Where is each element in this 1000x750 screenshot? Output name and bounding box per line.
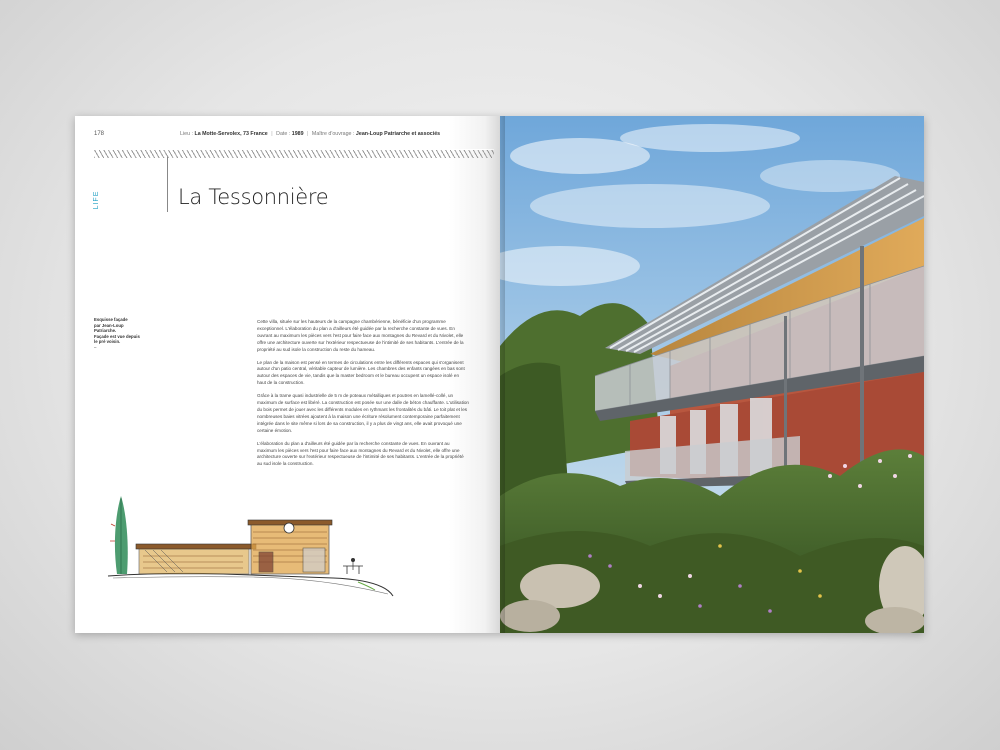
meta-separator: | — [307, 131, 309, 137]
caption-dash: – — [94, 344, 97, 350]
meta-separator: | — [271, 131, 273, 137]
facade-sketch — [103, 486, 403, 606]
caption-line: Esquisse façade — [94, 317, 128, 322]
meta-maitre-value: Jean-Loup Patriarche et associés — [355, 131, 441, 137]
caption-line: par Jean-Loup Patriarche. — [94, 322, 124, 334]
body-paragraph: Cette villa, située sur les hauteurs de la campagne chambérienne, bénéficie d'un programme exceptionnel. L'élaboration du plan a d'ailleurs été guidée par la recherche constante de vues. En ouvrant au maximum les pièces vers l'est pour faire face aux montagnes du Revard et du Nivolet, elle offre une architecture ouverte sur l'extérieur respectueuse de l'intimité de ses habitants. L'entrée de la propriété au sud isole la construction du reste du hameau. — [257, 319, 464, 352]
vertical-divider — [167, 157, 168, 212]
meta-date-value: 1989 — [291, 131, 304, 137]
house-photo — [500, 116, 924, 633]
meta-lieu-label: Lieu : — [180, 131, 193, 137]
image-caption — [94, 317, 146, 351]
project-meta — [180, 131, 440, 137]
page-title: La Tessonnière — [178, 185, 329, 209]
body-paragraph: Le plan de la maison est pensé en termes de circulations entre les différents espaces qui s'organisent autour d'un patio central, véritable capteur de lumière. Les chambres des enfants rangées en bas sont autour des espaces de vie, tandis que la master bedroom et le bureau occupent un espace isolé en haut de la construction. — [257, 359, 465, 386]
body-paragraph: Grâce à la trame quasi industrielle de 5 m de poteaux métalliques et poutres en lamellé-collé, un maximum de surface est libéré. La construction est posée sur une dalle de béton chauffante. L'utilisation du bois permet de jouer avec les différents modules en rythmant les frontalités du bâti. Le toit plat et les nombreuses baies vitrées ajoutent à la maison une écriture résolument contemporaine parfaitement intégrée dans le site même si lors de sa construction, il y a plus de vingt ans, elle avait provoqué une certaine émotion. — [257, 393, 469, 433]
body-text — [257, 319, 469, 474]
meta-date-label: Date : — [276, 131, 291, 137]
meta-lieu-value: La Motte-Servolex, 73 France — [194, 131, 268, 137]
hatched-rule — [94, 149, 494, 158]
body-paragraph: L'élaboration du plan a d'ailleurs été guidée par la recherche constante de vues. En ouvrant au maximum les pièces vers l'est pour faire face aux montagnes du Revard et du Nivolet, elle offre une architecture ouverte sur l'extérieur respectueuse de l'intimité de ses habitants. L'entrée de la propriété au sud isole la construction. — [257, 440, 464, 467]
meta-maitre-label: Maître d'ouvrage : — [311, 131, 355, 137]
caption-line: le pré voisin. — [94, 339, 121, 345]
left-page — [75, 116, 500, 633]
caption-line: Façade est vue depuis — [94, 333, 140, 339]
page-number: 178 — [94, 131, 105, 137]
section-tab: LIFE — [93, 190, 100, 210]
right-page — [500, 116, 924, 633]
book-spread — [75, 116, 924, 633]
